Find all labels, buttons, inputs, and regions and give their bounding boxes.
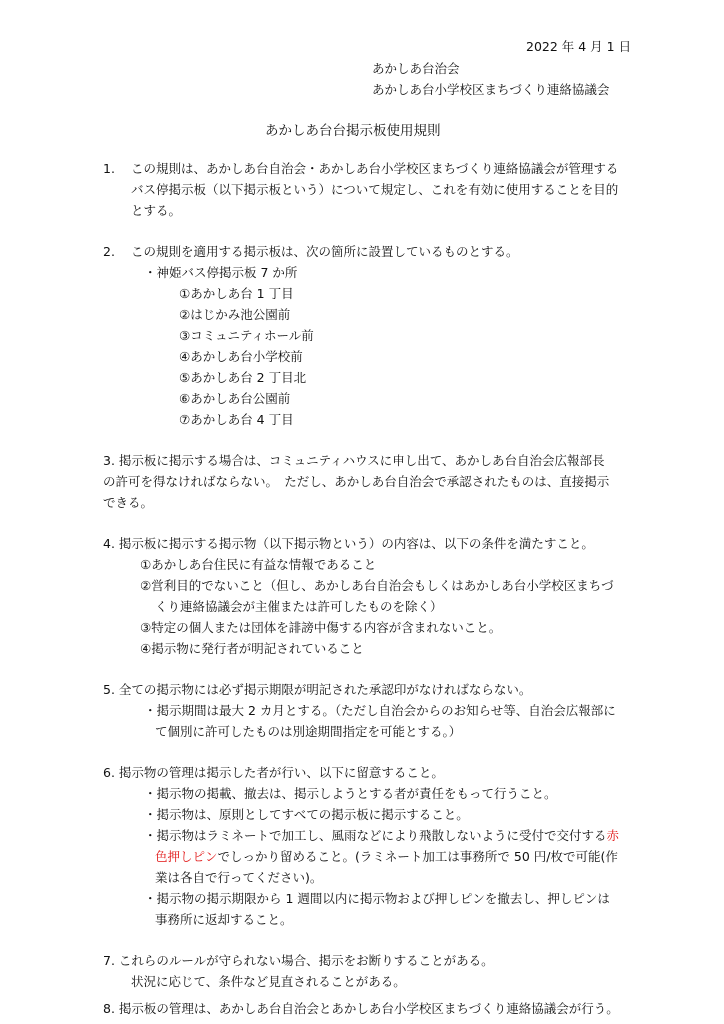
section-5-sub-1: ・掲示期間は最大 2 カ月とする。（ただし自治会からのお知らせ等、自治会広報部に [144,703,616,718]
list-item: ⑤あかしあ台 2 丁目北 [179,370,307,385]
list-item: ⑦あかしあ台 4 丁目 [179,412,294,427]
section-1-line-3: とする。 [131,203,182,218]
section-6-bullet-3-line-3: 業は各自で行ってください)。 [155,870,323,885]
section-6-bullet-1: ・掲示物の掲載、撤去は、掲示しようとする者が責任をもって行うこと。 [144,786,557,801]
issuer-org-2: あかしあ台小学校区まちづくり連絡協議会 [372,82,610,97]
section-7-sub: 状況に応じて、条件など見直されることがある。 [131,974,406,989]
section-4-line: 4. 掲示板に掲示する掲示物（以下掲示物という）の内容は、以下の条件を満たすこと。 [103,536,594,551]
section-6-bullet-4-line-2: 事務所に返却すること。 [155,912,293,927]
section-6-bullet-4-line-1: ・掲示物の掲示期限から 1 週間以内に掲示物および押しピンを撤去し、押しピンは [144,891,610,906]
document-title: あかしあ台台掲示板使用規則 [265,123,441,139]
section-3-line-3: できる。 [103,495,154,510]
section-6-bullet-2: ・掲示物は、原則としてすべての掲示板に掲示すること。 [144,807,469,822]
section-8-line: 8. 掲示板の管理は、あかしあ台自治会とあかしあ台小学校区まちづくり連絡協議会が行う。 [103,1001,619,1016]
section-5-sub-2: て個別に許可したものは別途期間指定を可能とする。） [155,724,462,739]
section-6-bullet-3-line-2 [155,848,618,866]
document-date: 2022 年 4 月 1 日 [526,39,632,54]
list-item: ④あかしあ台小学校前 [179,349,303,364]
list-item: ①あかしあ台住民に有益な情報であること [140,557,377,572]
section-2-number: 2. [103,244,115,259]
section-1-line-2: バス停掲示板（以下掲示板という）について規定し、これを有効に使用することを目的 [131,182,619,197]
list-item: ③コミュニティホール前 [179,328,314,343]
list-item: ⑥あかしあ台公園前 [179,391,291,406]
section-2-sub: ・神姫バス停掲示板 7 か所 [144,265,298,280]
section-6-bullet-3-line-1 [144,827,619,845]
section-1-line-1: この規則は、あかしあ台自治会・あかしあ台小学校区まちづくり連絡協議会が管理する [131,161,619,176]
bullet-3-text-2: でしっかり留めること。(ラミネート加工は事務所で 50 円/枚で可能(作 [217,849,618,864]
list-item: ①あかしあ台 1 丁目 [179,286,294,301]
section-7-line: 7. これらのルールが守られない場合、掲示をお断りすることがある。 [103,953,494,968]
section-1-number: 1. [103,161,115,176]
list-item: ②はじかみ池公園前 [179,307,291,322]
section-6-line: 6. 掲示物の管理は掲示した者が行い、以下に留意すること。 [103,765,444,780]
section-3-line-2: の許可を得なければならない。 ただし、あかしあ台自治会で承認されたものは、直接掲示 [103,474,610,489]
list-item: ④掲示物に発行者が明記されていること [140,641,364,656]
red-pin-highlight-1: 赤 [606,828,620,843]
bullet-3-text: ・掲示物はラミネートで加工し、風雨などにより飛散しないように受付で交付する [144,828,607,843]
section-2-line: この規則を適用する掲示板は、次の箇所に設置しているものとする。 [131,244,519,259]
red-pin-highlight-2: 色押しピン [155,849,218,864]
issuer-org-1: あかしあ台治会 [372,61,460,76]
section-5-line: 5. 全ての掲示物には必ず掲示期限が明記された承認印がなければならない。 [103,682,532,697]
list-item-continuation: くり連絡協議会が主催または許可したものを除く） [155,599,443,614]
list-item: ③特定の個人または団体を誹謗中傷する内容が含まれないこと。 [140,620,502,635]
section-3-line-1: 3. 掲示板に掲示する場合は、コミュニティハウスに申し出て、あかしあ台自治会広報部長 [103,453,605,468]
list-item: ②営利目的でないこと（但し、あかしあ台自治会もしくはあかしあ台小学校区まちづ [140,578,614,593]
